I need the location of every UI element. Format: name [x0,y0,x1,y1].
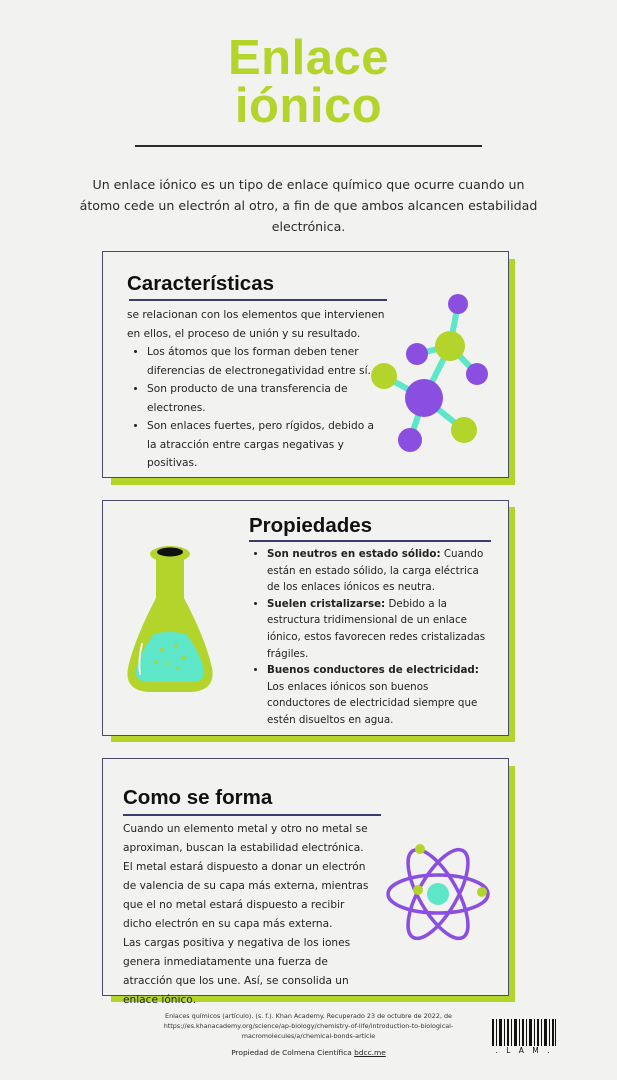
caracteristicas-rule [129,299,387,301]
title-line-2: iónico [234,79,383,133]
list-item: • Son producto de una transferencia de electrones. [147,380,385,417]
flask-icon [120,540,220,700]
owner-line [140,1048,477,1057]
list-item [267,662,493,728]
forma-paragraph-1: Cuando un elemento metal y otro no metal se aproximan, buscan la estabilidad electrónica. El metal estará dispuesto a donar un electrón de valencia de su capa más externa, mientras que el no metal estará dispuesto a recibir dicho electrón en su capa más externa. [123,823,369,930]
propiedad-text: Debido a la estructura tridimensional de un enlace iónico, estos favorecen redes cristalizadas frágiles. [267,597,486,660]
caracteristicas-intro: se relacionan con los elementos que intervienen en ellos, el proceso de unión y su resultado. [127,309,385,340]
page-title [0,31,617,133]
propiedades-title: Propiedades [249,514,373,537]
forma-title: Como se forma [123,786,273,809]
caracteristicas-list [127,343,385,473]
propiedades-list [253,546,493,729]
propiedad-heading: Son neutros en estado sólido: [267,548,441,560]
forma-body [123,820,371,1010]
forma-paragraph-2: Las cargas positiva y negativa de los iones genera inmediatamente una fuerza de atracción que los une. Así, se consolida un enlace iónico. [123,937,351,1006]
list-item [267,546,493,596]
propiedad-heading: Buenos conductores de electricidad: [267,664,479,677]
list-item: • Son enlaces fuertes, pero rígidos, debido a la atracción entre cargas negativas y positivas. [147,417,385,473]
owner-link[interactable]: bdcc.me [354,1048,386,1057]
propiedades-body [253,546,493,729]
atom-icon [378,838,498,950]
caracteristicas-title: Características [127,272,275,295]
barcode-label: . L A M . [491,1046,557,1055]
caracteristicas-body [127,306,385,473]
list-item: • Los átomos que los forman deben tener diferencias de electronegatividad entre sí. [147,343,385,380]
propiedad-text: Cuando están en estado sólido, la carga eléctrica de los enlaces iónicos es neutra. [267,548,484,594]
molecule-icon [362,288,496,460]
title-line-1: Enlace [228,31,389,85]
title-divider [135,145,482,147]
owner-text: Propiedad de Colmena Científica [231,1048,352,1057]
forma-rule [123,814,381,816]
propiedad-text: Los enlaces iónicos son buenos conductores de electricidad siempre que estén disueltos en agua. [267,680,478,726]
intro-text: Un enlace iónico es un tipo de enlace químico que ocurre cuando un átomo cede un electrón al otro, a fin de que ambos alcancen estabilidad electrónica. [79,177,538,234]
list-item [267,596,493,662]
citation: Enlaces químicos (artículo). (s. f.). Khan Academy. Recuperado 23 de octubre de 2022, de https://es.khanacademy.org/science/ap-biology/chemistry-of-life/introduction-to-biological-macromolecules/a/chemical-bonds-article [163,1012,454,1040]
propiedad-heading: Suelen cristalizarse: [267,597,386,610]
propiedades-rule [249,540,491,542]
